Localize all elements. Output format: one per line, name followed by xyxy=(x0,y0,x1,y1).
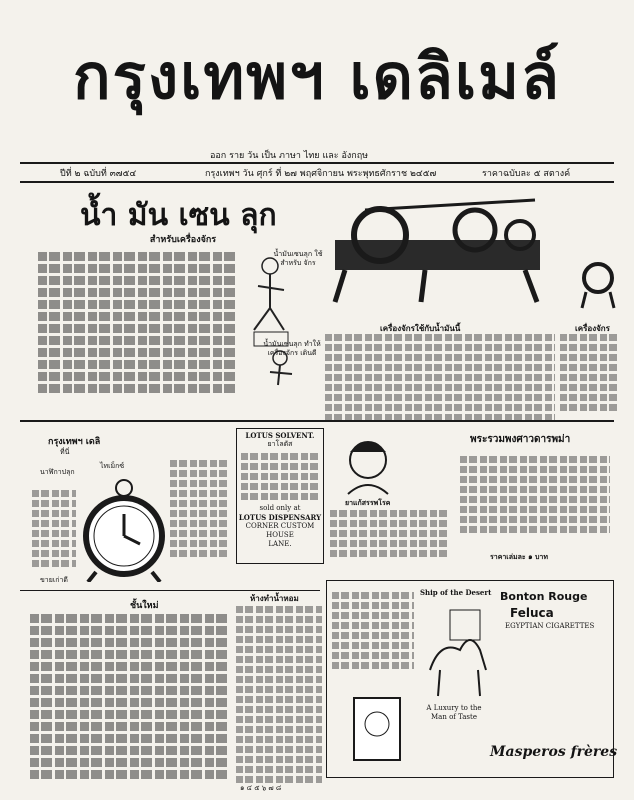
left-col-sub: ที่นี่ xyxy=(60,448,70,456)
lotus-agent-2: LOTUS DISPENSARY xyxy=(238,513,322,522)
oil-ad-title: สำหรับเครื่องจักร xyxy=(149,235,217,245)
portrait-text xyxy=(330,510,450,560)
clock-label: นาฬิกาปลุก xyxy=(40,468,75,476)
mid-rule xyxy=(20,420,614,422)
buddha-price: ราคาเล่มละ ๑ บาท xyxy=(490,552,548,561)
clock-text-right xyxy=(170,460,230,560)
oil-illustration xyxy=(240,250,320,390)
issue-number: ปีที่ ๒ ฉบับที่ ๓๗๕๔ xyxy=(60,169,137,179)
machine-text xyxy=(325,334,555,424)
bottom-rule xyxy=(20,181,614,183)
buddha-text xyxy=(460,456,610,536)
clock-name: ไทเม็กซ์ xyxy=(100,462,125,470)
lower-mid-title: ห้างทำน้ำหอม xyxy=(250,593,299,603)
machine-side-text xyxy=(560,334,618,414)
cig-pack-illustration xyxy=(350,694,404,764)
page-footer: ๑ ๔ ๕ ๖ ๗ ๘ xyxy=(240,784,282,792)
left-col-title: กรุงเทพฯ เดลิ xyxy=(48,437,101,447)
lower-mid-text xyxy=(236,606,322,786)
top-line: ออก ราย วัน เป็น ภาษา ไทย และ อังกฤษ xyxy=(210,151,369,161)
cig-signature: Masperos frères xyxy=(490,744,618,760)
cig-thai-text xyxy=(332,592,414,672)
lotus-agent-3: CORNER CUSTOM HOUSE xyxy=(245,522,315,539)
camel-illustration xyxy=(420,600,500,700)
lower-left-text xyxy=(30,614,230,782)
issue-date: กรุงเทพฯ วัน ศุกร์ ที่ ๒๗ พฤศจิกายน พระพุทธศักราช ๒๔๕๗ xyxy=(205,169,437,179)
lotus-box xyxy=(236,428,324,564)
cig-brand-3: EGYPTIAN CIGARETTES xyxy=(505,622,595,630)
lotus-agent-4: LANE. xyxy=(268,540,292,548)
masthead-title: กรุงเทพฯ เดลิเมล์ xyxy=(73,40,561,113)
cig-brand-1: Bonton Rouge xyxy=(500,590,588,603)
lotus-brand: LOTUS SOLVENT. xyxy=(245,431,315,440)
issue-price: ราคาฉบับละ ๕ สตางค์ xyxy=(482,169,571,179)
lower-rule xyxy=(20,590,320,591)
cig-brand-2: Feluca xyxy=(510,606,554,620)
portrait-illustration xyxy=(338,432,398,496)
machine-side-title: เครื่องจักร xyxy=(575,323,610,333)
cig-luxury: A Luxury to the Man of Taste xyxy=(426,704,482,721)
small-machine-icon xyxy=(578,258,622,310)
clock-text-left xyxy=(32,490,76,570)
lower-left-title: ชั้นใหม่ xyxy=(130,601,159,611)
top-rule xyxy=(20,162,614,164)
machine-caption: เครื่องจักรใช้กับน้ำมันนี้ xyxy=(380,323,461,333)
lotus-text xyxy=(241,453,319,500)
oil-ad-caption-lower: น้ำมันเซนลุก ทำให้ เครื่องจักร เดินดี xyxy=(263,340,321,357)
alarm-clock-icon xyxy=(78,478,170,582)
oil-ad-caption-right: น้ำมันเซนลุก ใช้สำหรับ จักร xyxy=(273,250,323,267)
lotus-thai: ยาโลตัส xyxy=(267,440,293,448)
cig-ship-title: Ship of the Desert xyxy=(420,588,492,597)
machine-illustration xyxy=(325,190,555,310)
oil-ad-text xyxy=(38,252,238,393)
portrait-caption: ยาแก้สรรพโรค xyxy=(345,498,391,507)
lotus-agent-1: sold only at xyxy=(259,504,301,512)
headline: น้ำ มัน เซน ลุก xyxy=(80,198,277,233)
buddha-title: พระรวมพงศาวดารพม่า xyxy=(470,434,571,445)
left-col-footer: ขายเก่าดี xyxy=(40,576,68,584)
